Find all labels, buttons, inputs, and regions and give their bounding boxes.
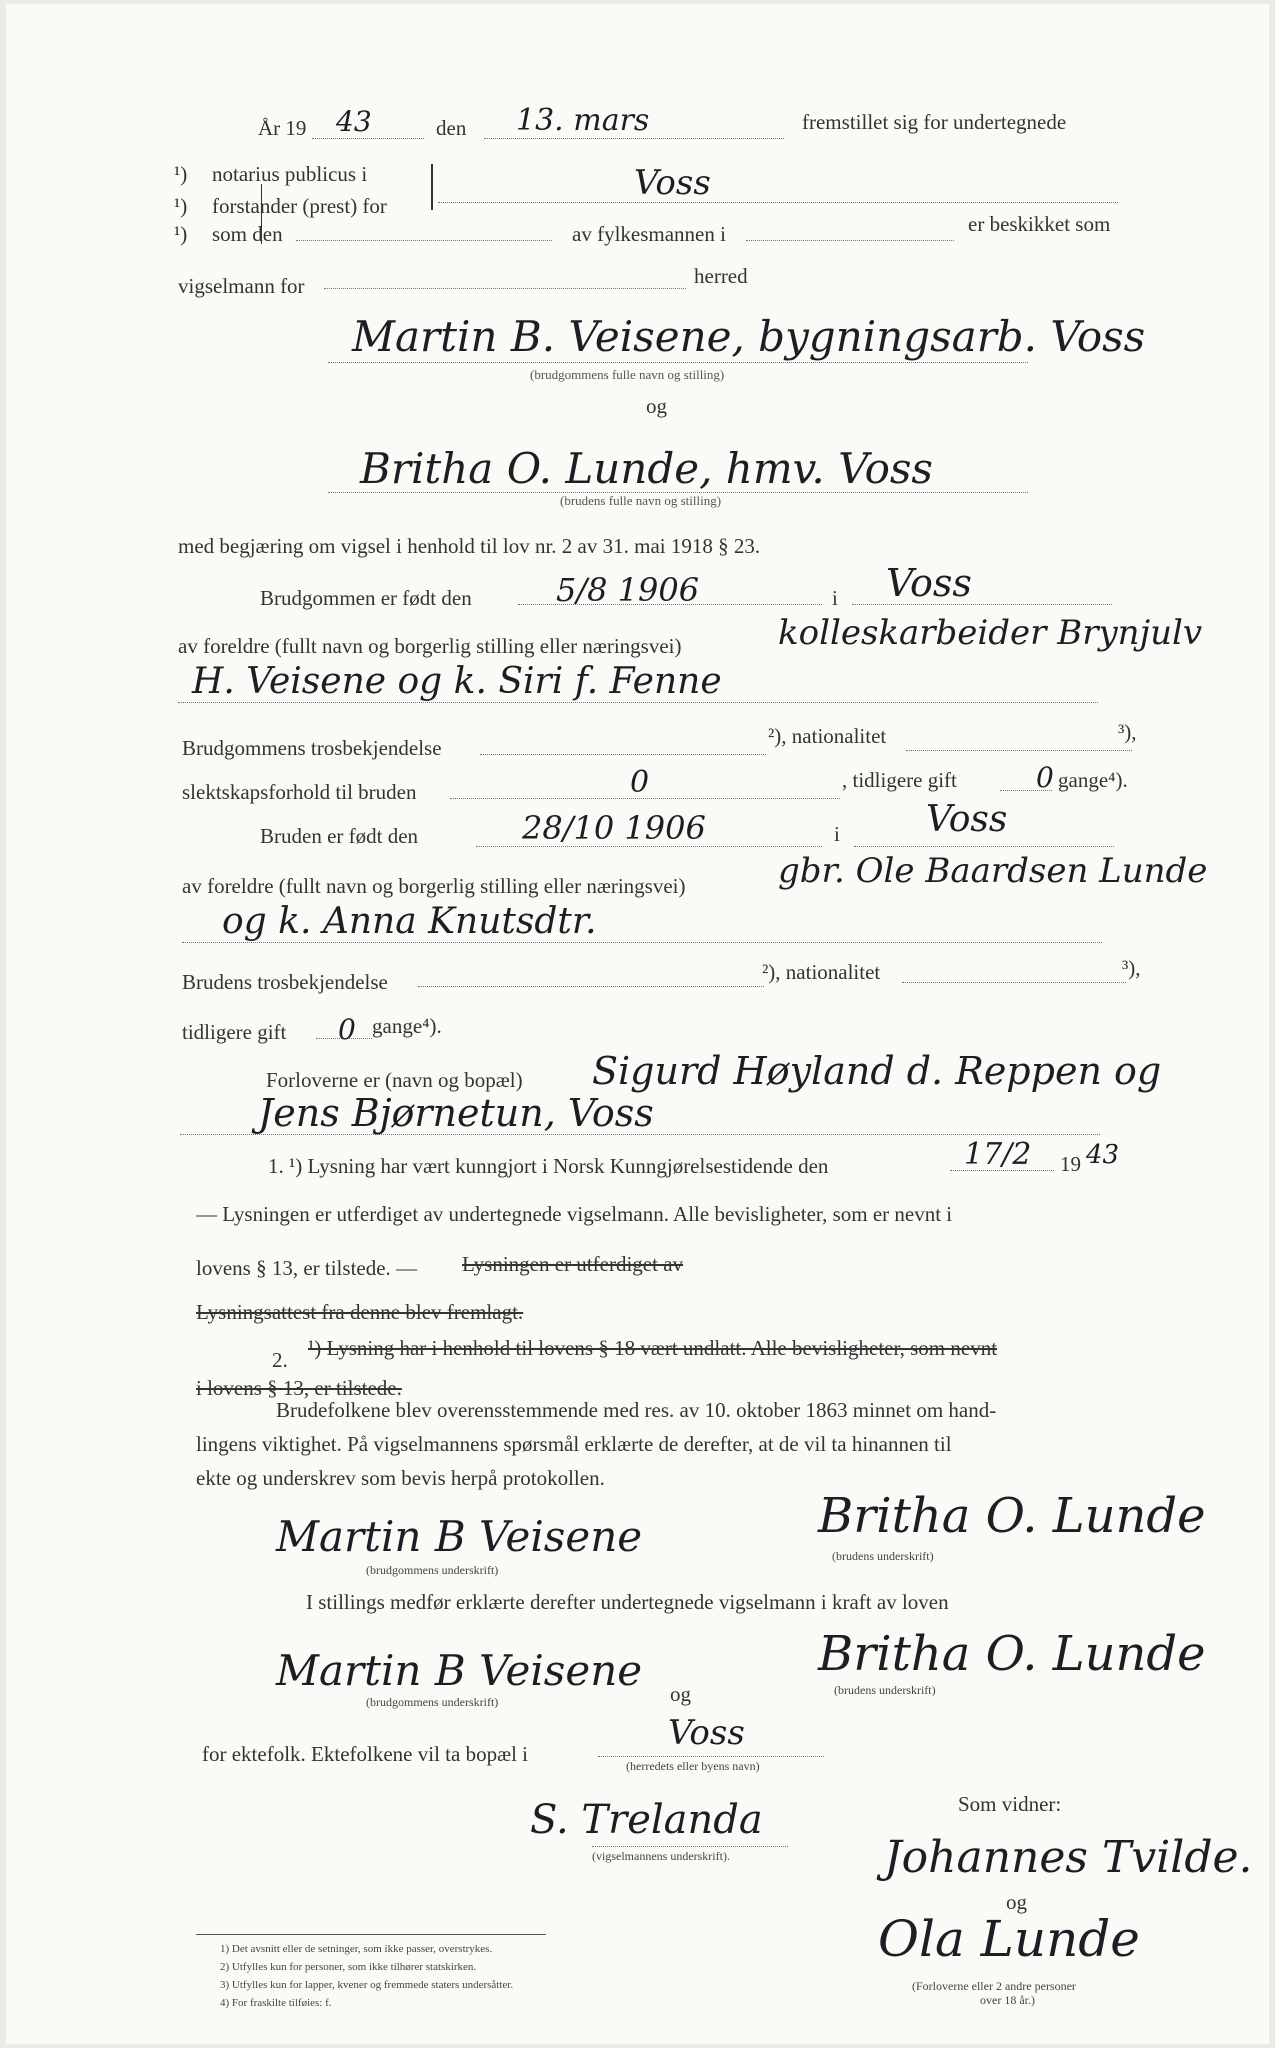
bride-signature-caption: (brudens underskrift) [832, 1549, 934, 1563]
bride-signature-caption: (brudens underskrift) [834, 1683, 936, 1697]
admonition-line-3: ekte og underskrev som bevis herpå protokollen. [196, 1466, 605, 1490]
officiant-line [592, 1846, 788, 1847]
groom-signature-1: Martin B Veisene [276, 1512, 643, 1561]
witness-value-1: Sigurd Høyland d. Reppen og [592, 1049, 1162, 1093]
vigselmann-for-label: vigselmann for [178, 274, 305, 298]
bride-parents-1: gbr. Ole Baardsen Lunde [778, 851, 1208, 891]
og-label: og [646, 394, 667, 418]
bride-place-line [854, 846, 1114, 847]
beskikket-label: er beskikket som [968, 212, 1111, 236]
herred-label: herred [694, 264, 748, 288]
date-line [484, 138, 784, 139]
groom-kin-label: slektskapsforhold til bruden [182, 780, 417, 804]
place-line [438, 202, 1118, 203]
banns-struck-b: Lysningsattest fra denne blev fremlagt. [196, 1300, 524, 1324]
notary-label: notarius publicus i [212, 162, 368, 186]
banns-year-prefix: 19 [1060, 1152, 1081, 1176]
bride-nat-label: ²), nationalitet [762, 960, 881, 984]
groom-name-line [328, 362, 1028, 363]
bride-born-place: Voss [926, 799, 1008, 840]
banns-struck-a: Lysningen er utferdiget av [462, 1252, 684, 1276]
bride-nat-end: ³), [1122, 956, 1141, 980]
fremstillet-text: fremstillet sig for undertegnede [802, 110, 1067, 134]
fylkesmann-label: av fylkesmannen i [572, 222, 726, 246]
groom-parents-label: av foreldre (fullt navn og borgerlig stilling eller næringsvei) [178, 634, 682, 658]
vigselmann-line [324, 288, 686, 289]
brace-mark [431, 164, 433, 210]
witness-og: og [1006, 1890, 1027, 1914]
marriage-record-document [6, 4, 1269, 2044]
bride-signature-2: Britha O. Lunde [818, 1626, 1206, 1682]
banns-year: 43 [1086, 1140, 1120, 1170]
banns-p2-struck-b: i lovens § 13, er tilstede. [196, 1376, 402, 1400]
bride-born-label: Bruden er født den [260, 824, 419, 848]
groom-born-label: Brudgommen er født den [260, 586, 472, 610]
footnote-mark: ¹) [174, 222, 188, 246]
groom-prev-value: 0 [1036, 761, 1054, 794]
bride-born-date: 28/10 1906 [522, 809, 706, 847]
bride-name-value: Britha O. Lunde, hmv. Voss [360, 444, 933, 493]
groom-kin-value: 0 [630, 765, 650, 800]
footnote-2: 2) Utfylles kun for personer, som ikke tilhører statskirken. [220, 1961, 477, 1973]
bride-nat-line [902, 982, 1126, 983]
groom-parents-1: kolleskarbeider Brynjulv [778, 613, 1203, 653]
admonition-line-2: lingens viktighet. På vigselmannens spørsmål erklærte de derefter, at de vil ta hinannen til [196, 1432, 952, 1456]
date-value: 13. mars [516, 103, 650, 138]
groom-parents-2: H. Veisene og k. Siri f. Fenne [192, 661, 722, 702]
groom-i-label: i [832, 586, 838, 610]
banns-p2-num: 2. [272, 1348, 288, 1372]
officiant-signature: S. Trelanda [530, 1797, 763, 1843]
footnote-mark: ¹) [174, 194, 188, 218]
ektefolk-label: for ektefolk. Ektefolkene vil ta bopæl i [202, 1742, 528, 1766]
groom-gange: gange⁴). [1058, 768, 1128, 792]
footnote-4: 4) For fraskilte tilføies: f. [220, 1997, 332, 2009]
footnote-mark: ¹) [174, 162, 188, 186]
groom-signature-caption: (brudgommens underskrift) [366, 1563, 499, 1577]
bride-signature-1: Britha O. Lunde [818, 1488, 1206, 1544]
groom-nat-line [906, 750, 1132, 751]
banns-cont: — Lysningen er utferdiget av undertegnede vigselmann. Alle bevisligheter, som er nevnt i [196, 1202, 953, 1226]
som-den-line [296, 240, 552, 241]
bride-prev-label: tidligere gift [182, 1020, 287, 1044]
footnote-divider [196, 1934, 546, 1935]
bride-faith-line [418, 986, 764, 987]
groom-signature-2: Martin B Veisene [276, 1646, 643, 1695]
groom-signature-caption: (brudgommens underskrift) [366, 1695, 499, 1709]
year-value: 43 [336, 105, 372, 138]
banns-p2-struck-a: ¹) Lysning har i henhold til lovens § 18 vært undlatt. Alle bevisligheter, som nevnt [308, 1336, 998, 1360]
witness-label: Forloverne er (navn og bopæl) [266, 1068, 523, 1092]
forstander-label: forstander (prest) for [212, 194, 387, 218]
footnote-3: 3) Utfylles kun for lapper, kvener og fremmede staters undersåtter. [220, 1979, 514, 1991]
vidner-label: Som vidner: [958, 1792, 1062, 1816]
year-line [312, 138, 424, 139]
bride-i-label: i [834, 822, 840, 846]
banns-p1-text: 1. ¹) Lysning har vært kunngjort i Norsk Kunngjørelsestidende den [268, 1154, 829, 1178]
footnote-1: 1) Det avsnitt eller de setninger, som ikke passer, overstrykes. [220, 1943, 493, 1955]
declaration-text: I stillings medfør erklærte derefter undertegnede vigselmann i kraft av loven [306, 1590, 949, 1614]
officiant-caption: (vigselmannens underskrift). [592, 1849, 730, 1863]
bride-parents-label: av foreldre (fullt navn og borgerlig stilling eller næringsvei) [182, 874, 686, 898]
witness-caption-1: (Forloverne eller 2 andre personer [912, 1979, 1076, 1993]
fylkesmann-line [746, 240, 954, 241]
groom-prev-label: , tidligere gift [842, 768, 957, 792]
banns-law: lovens § 13, er tilstede. — [196, 1256, 418, 1280]
som-den-label: som den [212, 222, 283, 246]
brace-mark [261, 184, 262, 244]
groom-name-value: Martin B. Veisene, bygningsarb. Voss [352, 312, 1146, 361]
witness-signature-2: Ola Lunde [878, 1910, 1140, 1968]
year-label: År 19 [258, 116, 307, 140]
groom-born-place: Voss [886, 561, 972, 605]
og-label: og [670, 1682, 691, 1706]
den-label: den [436, 116, 467, 140]
residence-value: Voss [668, 1713, 745, 1753]
groom-nat-label: ²), nationalitet [768, 724, 887, 748]
groom-faith-label: Brudgommens trosbekjendelse [182, 736, 442, 760]
bride-parents-2: og k. Anna Knutsdtr. [222, 901, 597, 942]
bride-parents-line [182, 942, 1102, 943]
witness-signature-1: Johannes Tvilde. [884, 1832, 1253, 1883]
witness-caption-2: over 18 år.) [980, 1993, 1035, 2007]
bride-faith-label: Brudens trosbekjendelse [182, 970, 388, 994]
admonition-line-1: Brudefolkene blev overensstemmende med res. av 10. oktober 1863 minnet om hand- [276, 1398, 997, 1422]
bride-gange: gange⁴). [372, 1014, 442, 1038]
bride-prev-value: 0 [338, 1013, 356, 1046]
residence-caption: (herredets eller byens navn) [626, 1759, 760, 1773]
place-value: Voss [634, 163, 711, 203]
witness-value-2: Jens Bjørnetun, Voss [258, 1091, 654, 1135]
groom-parents-line [178, 702, 1098, 703]
banns-date: 17/2 [964, 1137, 1032, 1172]
groom-born-date: 5/8 1906 [556, 571, 700, 609]
residence-line [598, 1756, 824, 1757]
law-text: med begjæring om vigsel i henhold til lov nr. 2 av 31. mai 1918 § 23. [178, 534, 761, 558]
groom-faith-line [480, 754, 766, 755]
bride-name-caption: (brudens fulle navn og stilling) [560, 493, 722, 508]
groom-nat-end: ³), [1118, 720, 1137, 744]
groom-name-caption: (brudgommens fulle navn og stilling) [530, 367, 725, 382]
